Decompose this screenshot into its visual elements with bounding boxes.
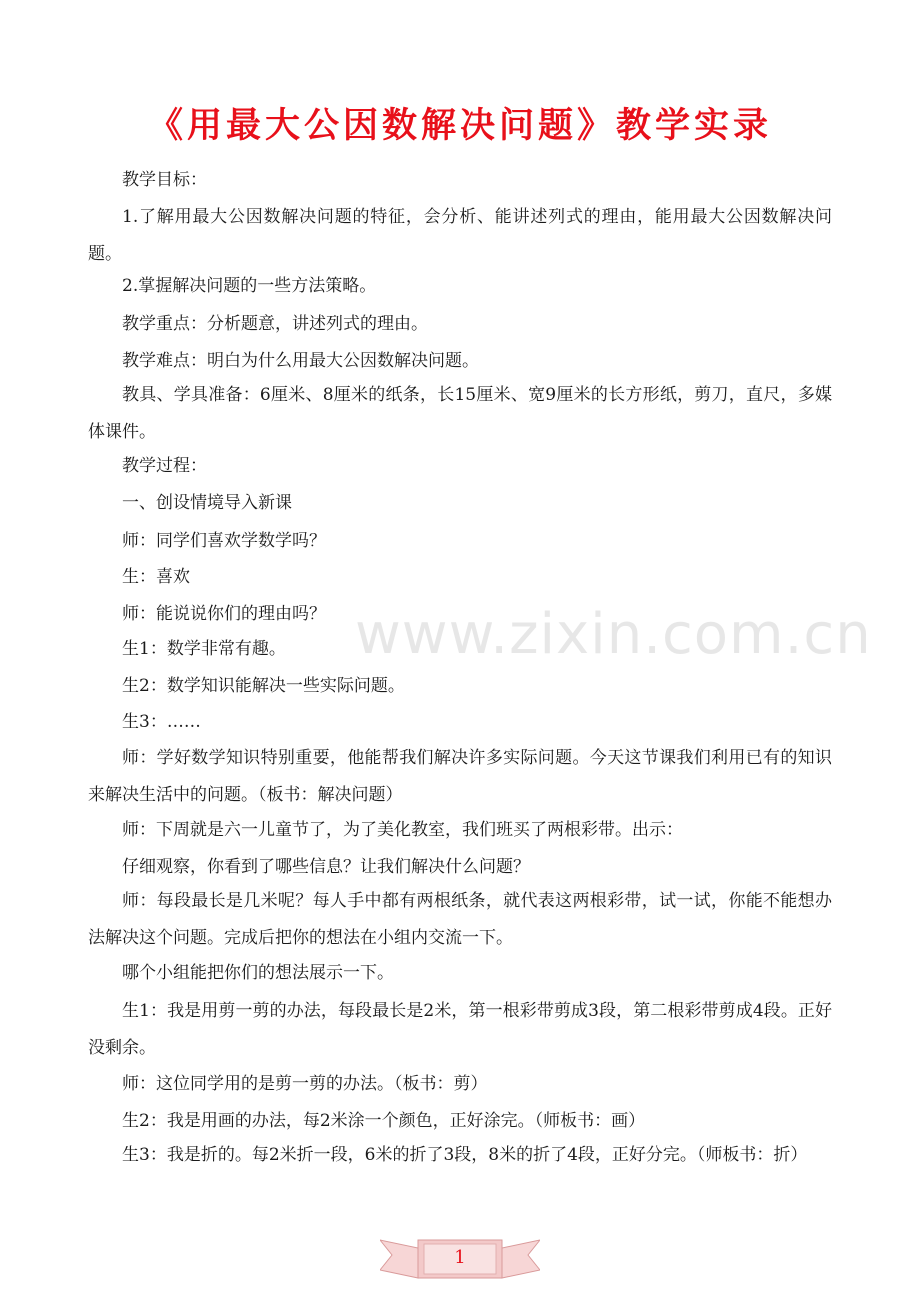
- paragraph-materials: 教具、学具准备：6厘米、8厘米的纸条，长15厘米、宽9厘米的长方形纸，剪刀，直尺，多媒体课件。: [88, 385, 832, 442]
- paragraph-dialogue: 师：同学们喜欢学数学吗？: [122, 531, 326, 551]
- paragraph-process-heading: 教学过程：: [122, 456, 207, 476]
- paragraph-dialogue: 师：这位同学用的是剪一剪的办法。（板书：剪）: [122, 1074, 488, 1094]
- paragraph-dialogue: 哪个小组能把你们的想法展示一下。: [122, 963, 394, 983]
- paragraph-dialogue: 师：能说说你们的理由吗？: [122, 604, 326, 624]
- paragraph-dialogue: 师：下周就是六一儿童节了，为了美化教室，我们班买了两根彩带。出示：: [122, 820, 683, 840]
- paragraph-objective-2: 2.掌握解决问题的一些方法策略。: [122, 276, 377, 296]
- paragraph-dialogue: 生2：我是用画的办法，每2米涂一个颜色，正好涂完。（师板书：画）: [122, 1111, 646, 1131]
- document-title: 《用最大公因数解决问题》教学实录: [147, 106, 772, 146]
- paragraph-dialogue: 生1：我是用剪一剪的办法，每段最长是2米，第一根彩带剪成3段，第二根彩带剪成4段。正好没剩余。: [88, 1001, 832, 1058]
- paragraph-dialogue: 师：学好数学知识特别重要，他能帮我们解决许多实际问题。今天这节课我们利用已有的知识来解决生活中的问题。（板书：解决问题）: [88, 748, 832, 805]
- watermark-text: www.zixin.com.cn: [355, 602, 872, 667]
- paragraph-key-point: 教学重点：分析题意，讲述列式的理由。: [122, 314, 428, 334]
- paragraph-difficulty: 教学难点：明白为什么用最大公因数解决问题。: [122, 351, 479, 371]
- paragraph-dialogue: 师：每段最长是几米呢？每人手中都有两根纸条，就代表这两根彩带，试一试，你能不能想办法解决这个问题。完成后把你的想法在小组内交流一下。: [88, 891, 832, 948]
- paragraph-objective-1: 1.了解用最大公因数解决问题的特征，会分析、能讲述列式的理由，能用最大公因数解决问题。: [88, 207, 832, 264]
- paragraph-dialogue: 生3：……: [122, 712, 201, 732]
- paragraph-section-1: 一、创设情境导入新课: [122, 493, 292, 513]
- paragraph-dialogue: 生1：数学非常有趣。: [122, 639, 286, 659]
- paragraph-dialogue: 生3：我是折的。每2米折一段，6米的折了3段，8米的折了4段，正好分完。（师板书：折）: [122, 1145, 808, 1165]
- paragraph-dialogue: 仔细观察，你看到了哪些信息？让我们解决什么问题？: [122, 857, 530, 877]
- paragraph-dialogue: 生：喜欢: [122, 567, 190, 587]
- page-number: 1: [454, 1247, 466, 1268]
- paragraph-objectives-heading: 教学目标：: [122, 170, 207, 190]
- paragraph-dialogue: 生2：数学知识能解决一些实际问题。: [122, 676, 405, 696]
